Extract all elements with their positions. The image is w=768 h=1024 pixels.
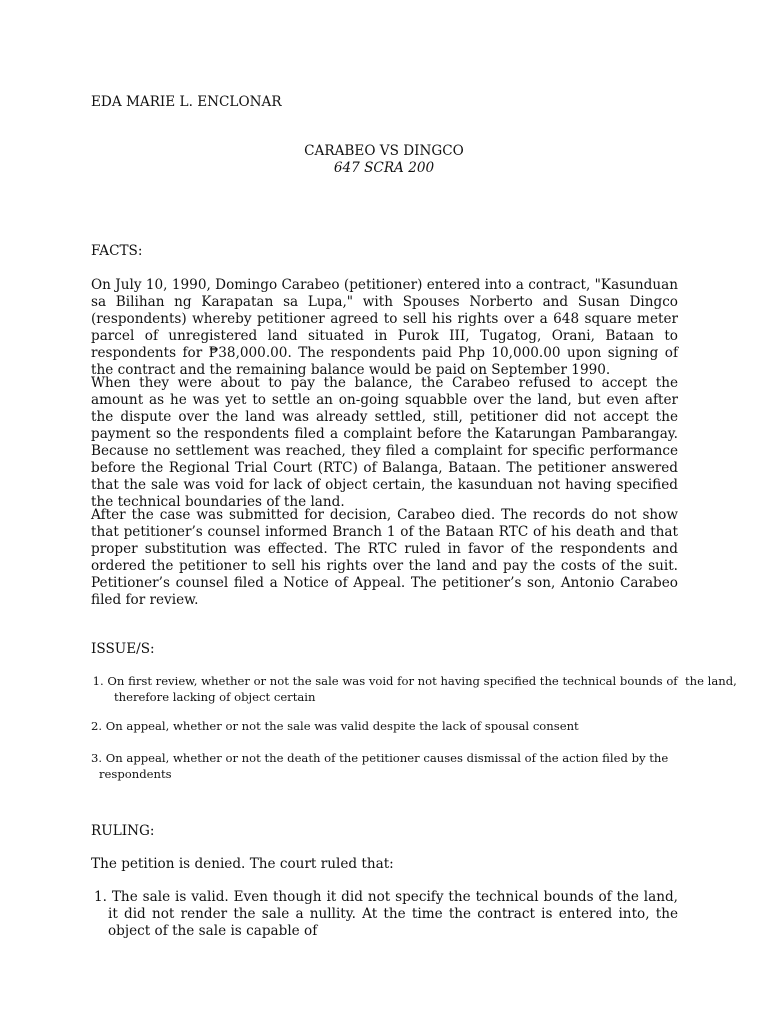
issue-item-3: [91, 750, 691, 782]
issue-item-3-line-1: 3. On appeal, whether or not the death of the petitioner causes dismissal of the action filed by the: [91, 751, 669, 765]
case-title: CARABEO VS DINGCO: [304, 143, 464, 159]
issue-item-1-line-2: therefore lacking of object certain: [114, 690, 316, 704]
issue-item-2: [91, 718, 691, 734]
author-name: EDA MARIE L. ENCLONAR: [91, 94, 282, 110]
issue-item-1-line-1: 1. On first review, whether or not the sale was void for not having specified the technical bounds of the land,: [89, 674, 737, 688]
facts-heading: FACTS:: [91, 243, 143, 259]
facts-paragraph-1: On July 10, 1990, Domingo Carabeo (petitioner) entered into a contract, "Kasunduan sa Bilihan ng Karapatan sa Lupa," with Spouses Norberto and Susan Dingco (respondents) whereby petitioner agreed to sell his rights over a 648 square meter parcel of unregistered land situated in Purok III, Tugatog, Orani, Bataan to respondents for ₱38,000.00. The respondents paid Php 10,000.00 upon signing of the contract and the remaining balance would be paid on September 1990.: [91, 277, 678, 378]
issue-item-2-line-1: 2. On appeal, whether or not the sale was valid despite the lack of spousal consent: [91, 719, 579, 733]
facts-paragraph-3: After the case was submitted for decision, Carabeo died. The records do not show that petitioner’s counsel informed Branch 1 of the Bataan RTC of his death and that proper substitution was effected. The RTC ruled in favor of the respondents and ordered the petitioner to sell his rights over the land and pay the costs of the suit. Petitioner’s counsel filed a Notice of Appeal. The petitioner’s son, Antonio Carabeo filed for review.: [91, 507, 678, 608]
facts-paragraph-2: When they were about to pay the balance, the Carabeo refused to accept the amount as he was yet to settle an on-going squabble over the land, but even after the dispute over the land was already settled, still, petitioner did not accept the payment so the respondents filed a complaint before the Katarungan Pambarangay. Because no settlement was reached, they filed a complaint for specific performance before the Regional Trial Court (RTC) of Balanga, Bataan. The petitioner answered that the sale was void for lack of object certain, the kasunduan not having specified the technical boundaries of the land.: [91, 375, 678, 510]
ruling-intro: The petition is denied. The court ruled that:: [91, 856, 394, 872]
ruling-item-1: 1. The sale is valid. Even though it did not specify the technical bounds of the land, it did not render the sale a nullity. At the time the contract is entered into, the object of the sale is capable of: [94, 889, 678, 939]
issue-item-3-line-2: respondents: [99, 767, 172, 781]
issues-heading: ISSUE/S:: [91, 641, 155, 657]
issue-item-1: [89, 673, 737, 705]
ruling-heading: RULING:: [91, 823, 155, 839]
case-citation: 647 SCRA 200: [333, 160, 435, 176]
